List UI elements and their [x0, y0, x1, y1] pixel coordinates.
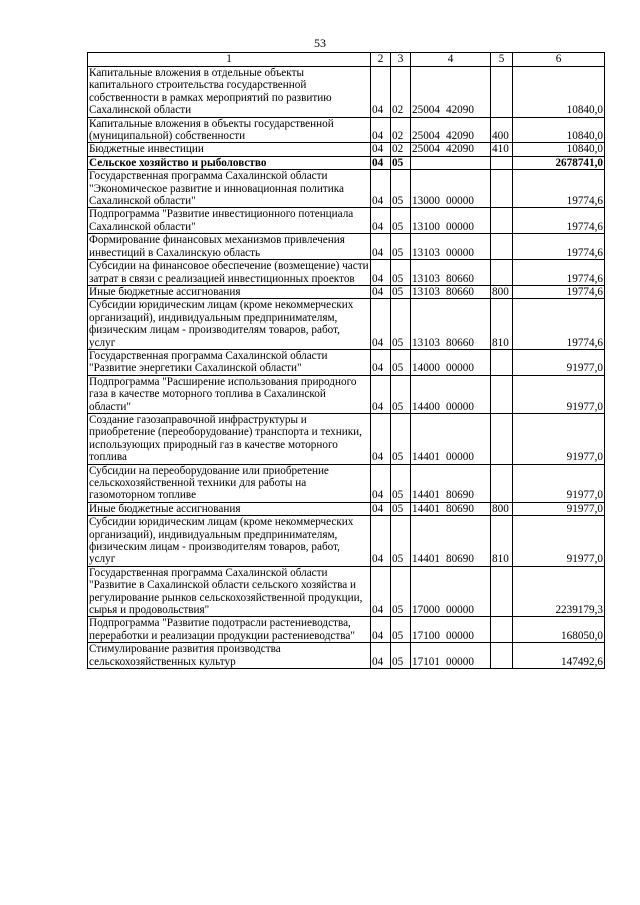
row-name: Государственная программа Сахалинской области "Экономическое развитие и инновационная политика Сахалинской области" — [88, 170, 371, 208]
row-target-article-part2: 00000 — [445, 655, 474, 668]
row-subsection-code: 02 — [391, 67, 411, 118]
row-expense-type — [491, 375, 513, 413]
row-section-code: 04 — [371, 285, 391, 298]
row-target-article-part1: 14401 — [412, 451, 440, 464]
row-section-code: 04 — [371, 234, 391, 260]
row-target-article — [411, 566, 491, 617]
table-row — [88, 566, 605, 617]
row-target-article-part2: 80690 — [445, 489, 474, 502]
row-expense-type — [491, 208, 513, 234]
row-name: Субсидии юридическим лицам (кроме некоммерческих организаций), индивидуальным предпринимателям, физическим лицам - производителям товаров, работ, услуг — [88, 516, 371, 567]
row-amount: 91977,0 — [513, 413, 605, 464]
row-amount: 19774,6 — [513, 234, 605, 260]
row-subsection-code: 05 — [391, 566, 411, 617]
row-amount: 2239179,3 — [513, 566, 605, 617]
row-target-article — [411, 516, 491, 567]
row-amount: 91977,0 — [513, 349, 605, 375]
row-name: Государственная программа Сахалинской области "Развитие энергетики Сахалинской области" — [88, 349, 371, 375]
row-target-article-part2: 00000 — [445, 451, 474, 464]
row-target-article-part1: 25004 — [412, 143, 440, 156]
row-amount: 147492,6 — [513, 643, 605, 669]
row-target-article-part2: 80660 — [445, 336, 474, 349]
row-amount: 19774,6 — [513, 170, 605, 208]
row-target-article-part2: 42090 — [445, 104, 474, 117]
column-header-5: 5 — [491, 53, 513, 67]
row-expense-type: 800 — [491, 502, 513, 515]
table-row — [88, 156, 605, 169]
table-row — [88, 260, 605, 286]
row-target-article-part1: 14401 — [412, 553, 440, 566]
row-name: Сельское хозяйство и рыболовство — [88, 156, 371, 169]
row-target-article — [411, 464, 491, 502]
row-expense-type — [491, 413, 513, 464]
column-header-3: 3 — [391, 53, 411, 67]
row-amount: 168050,0 — [513, 617, 605, 643]
row-target-article-part1: 17100 — [412, 629, 440, 642]
row-amount: 10840,0 — [513, 117, 605, 143]
row-subsection-code: 05 — [391, 464, 411, 502]
row-expense-type: 410 — [491, 143, 513, 156]
row-section-code: 04 — [371, 170, 391, 208]
row-target-article-part1: 14400 — [412, 400, 440, 413]
table-body — [88, 67, 605, 669]
row-expense-type — [491, 617, 513, 643]
row-section-code: 04 — [371, 208, 391, 234]
table-row — [88, 464, 605, 502]
row-target-article — [411, 234, 491, 260]
row-amount: 10840,0 — [513, 67, 605, 118]
row-section-code: 04 — [371, 502, 391, 515]
row-expense-type — [491, 566, 513, 617]
row-amount: 91977,0 — [513, 464, 605, 502]
row-target-article-part2: 00000 — [445, 629, 474, 642]
row-target-article-part2: 80690 — [445, 553, 474, 566]
column-header-2: 2 — [371, 53, 391, 67]
table-row — [88, 349, 605, 375]
row-name: Стимулирование развития производства сельскохозяйственных культур — [88, 643, 371, 669]
row-name: Капитальные вложения в объекты государственной (муниципальной) собственности — [88, 117, 371, 143]
row-target-article — [411, 375, 491, 413]
row-name: Подпрограмма "Расширение использования природного газа в качестве моторного топлива в Сахалинской области" — [88, 375, 371, 413]
table-row — [88, 413, 605, 464]
row-subsection-code: 05 — [391, 234, 411, 260]
row-target-article-part1: 13103 — [412, 336, 440, 349]
row-target-article — [411, 285, 491, 298]
row-target-article-part2: 00000 — [445, 604, 474, 617]
budget-table — [87, 52, 605, 669]
row-target-article-part1: 13103 — [412, 246, 440, 259]
row-name: Подпрограмма "Развитие инвестиционного потенциала Сахалинской области" — [88, 208, 371, 234]
row-subsection-code: 05 — [391, 299, 411, 350]
table-row — [88, 502, 605, 515]
row-expense-type: 810 — [491, 516, 513, 567]
row-amount: 91977,0 — [513, 516, 605, 567]
table-row — [88, 234, 605, 260]
row-expense-type — [491, 643, 513, 669]
table-row — [88, 117, 605, 143]
row-expense-type: 810 — [491, 299, 513, 350]
row-target-article-part2: 00000 — [445, 400, 474, 413]
row-target-article — [411, 502, 491, 515]
row-amount: 19774,6 — [513, 260, 605, 286]
row-target-article — [411, 143, 491, 156]
row-target-article-part1: 25004 — [412, 130, 440, 143]
row-subsection-code: 02 — [391, 117, 411, 143]
row-section-code: 04 — [371, 464, 391, 502]
row-subsection-code: 05 — [391, 516, 411, 567]
row-section-code: 04 — [371, 617, 391, 643]
row-expense-type — [491, 234, 513, 260]
row-section-code: 04 — [371, 643, 391, 669]
row-name: Иные бюджетные ассигнования — [88, 285, 371, 298]
table-row — [88, 516, 605, 567]
row-section-code: 04 — [371, 117, 391, 143]
row-target-article-part1: 17101 — [412, 655, 440, 668]
row-target-article-part1: 14000 — [412, 362, 440, 375]
row-target-article — [411, 260, 491, 286]
row-amount: 10840,0 — [513, 143, 605, 156]
column-header-1: 1 — [88, 53, 371, 67]
row-expense-type — [491, 156, 513, 169]
row-subsection-code: 05 — [391, 375, 411, 413]
page-number: 53 — [314, 36, 326, 50]
row-amount: 91977,0 — [513, 375, 605, 413]
row-target-article — [411, 413, 491, 464]
row-expense-type — [491, 170, 513, 208]
row-target-article — [411, 117, 491, 143]
row-target-article-part2: 00000 — [445, 362, 474, 375]
row-target-article — [411, 208, 491, 234]
row-expense-type — [491, 67, 513, 118]
table-row — [88, 299, 605, 350]
row-target-article-part1: 25004 — [412, 104, 440, 117]
table-row — [88, 170, 605, 208]
row-name: Субсидии на финансовое обеспечение (возмещение) части затрат в связи с реализацией инвестиционных проектов — [89, 260, 369, 285]
row-expense-type — [491, 260, 513, 286]
row-subsection-code: 05 — [391, 260, 411, 286]
row-subsection-code: 05 — [391, 156, 411, 169]
row-target-article-part1: 13100 — [412, 220, 440, 233]
row-section-code: 04 — [371, 299, 391, 350]
row-target-article — [411, 349, 491, 375]
row-target-article-part1: 13103 — [412, 272, 440, 285]
row-amount: 19774,6 — [513, 208, 605, 234]
row-target-article-part2: 00000 — [445, 220, 474, 233]
row-subsection-code: 05 — [391, 349, 411, 375]
row-subsection-code: 02 — [391, 143, 411, 156]
row-target-article — [411, 67, 491, 118]
row-section-code: 04 — [371, 260, 391, 286]
row-name: Государственная программа Сахалинской области "Развитие в Сахалинской области сельского хозяйства и регулирование рынков сельскохозяйственной продукции, сырья и продовольствия" — [88, 566, 371, 617]
row-name: Иные бюджетные ассигнования — [88, 502, 371, 515]
row-section-code: 04 — [371, 516, 391, 567]
row-target-article-part2: 80660 — [445, 285, 474, 298]
row-amount: 91977,0 — [513, 502, 605, 515]
row-section-code: 04 — [371, 413, 391, 464]
row-subsection-code: 05 — [391, 285, 411, 298]
row-name: Бюджетные инвестиции — [88, 143, 371, 156]
row-target-article-part2: 42090 — [445, 143, 474, 156]
table-row — [88, 617, 605, 643]
row-name: Субсидии на переоборудование или приобретение сельскохозяйственной техники для работы на газомоторном топливе — [88, 464, 371, 502]
row-target-article — [411, 643, 491, 669]
row-name: Создание газозаправочной инфраструктуры и приобретение (переоборудование) транспорта и техники, использующих природный газ в качестве моторного топлива — [88, 413, 371, 464]
row-target-article-part2: 42090 — [445, 130, 474, 143]
row-target-article-part2: 00000 — [445, 246, 474, 259]
row-subsection-code: 05 — [391, 170, 411, 208]
row-name: Подпрограмма "Развитие подотрасли растениеводства, переработки и реализации продукции растениеводства" — [88, 617, 371, 643]
row-amount: 19774,6 — [513, 299, 605, 350]
row-name: Субсидии юридическим лицам (кроме некоммерческих организаций), индивидуальным предпринимателям, физическим лицам - производителям товаров, работ, услуг — [88, 299, 371, 350]
row-name: Формирование финансовых механизмов привлечения инвестиций в Сахалинскую область — [88, 234, 371, 260]
table-row — [88, 208, 605, 234]
row-subsection-code: 05 — [391, 617, 411, 643]
table-header-row — [88, 53, 605, 67]
table-row — [88, 643, 605, 669]
table-row — [88, 285, 605, 298]
table-row — [88, 143, 605, 156]
row-target-article — [411, 617, 491, 643]
table-row — [88, 375, 605, 413]
row-subsection-code: 05 — [391, 502, 411, 515]
row-target-article — [411, 299, 491, 350]
column-header-6: 6 — [513, 53, 605, 67]
row-target-article-part1: 13000 — [412, 195, 440, 208]
row-section-code: 04 — [371, 156, 391, 169]
row-expense-type: 800 — [491, 285, 513, 298]
row-target-article-part1: 17000 — [412, 604, 440, 617]
row-target-article-part2: 00000 — [445, 195, 474, 208]
row-section-code: 04 — [371, 566, 391, 617]
row-subsection-code: 05 — [391, 208, 411, 234]
row-amount: 19774,6 — [513, 285, 605, 298]
row-section-code: 04 — [371, 143, 391, 156]
row-section-code: 04 — [371, 349, 391, 375]
row-target-article-part2: 80660 — [445, 272, 474, 285]
row-expense-type — [491, 464, 513, 502]
row-amount: 2678741,0 — [513, 156, 605, 169]
row-section-code: 04 — [371, 375, 391, 413]
table-row — [88, 67, 605, 118]
row-target-article — [411, 156, 491, 169]
row-subsection-code: 05 — [391, 643, 411, 669]
row-subsection-code: 05 — [391, 413, 411, 464]
row-target-article-part1: 14401 — [412, 502, 440, 515]
row-expense-type: 400 — [491, 117, 513, 143]
row-target-article-part2: 80690 — [445, 502, 474, 515]
row-expense-type — [491, 349, 513, 375]
row-target-article-part1: 14401 — [412, 489, 440, 502]
row-name: Капитальные вложения в отдельные объекты капитального строительства государственной собственности в рамках мероприятий по развитию Сахалинской области — [88, 67, 371, 118]
row-target-article — [411, 170, 491, 208]
row-section-code: 04 — [371, 67, 391, 118]
column-header-4: 4 — [411, 53, 491, 67]
row-target-article-part1: 13103 — [412, 285, 440, 298]
